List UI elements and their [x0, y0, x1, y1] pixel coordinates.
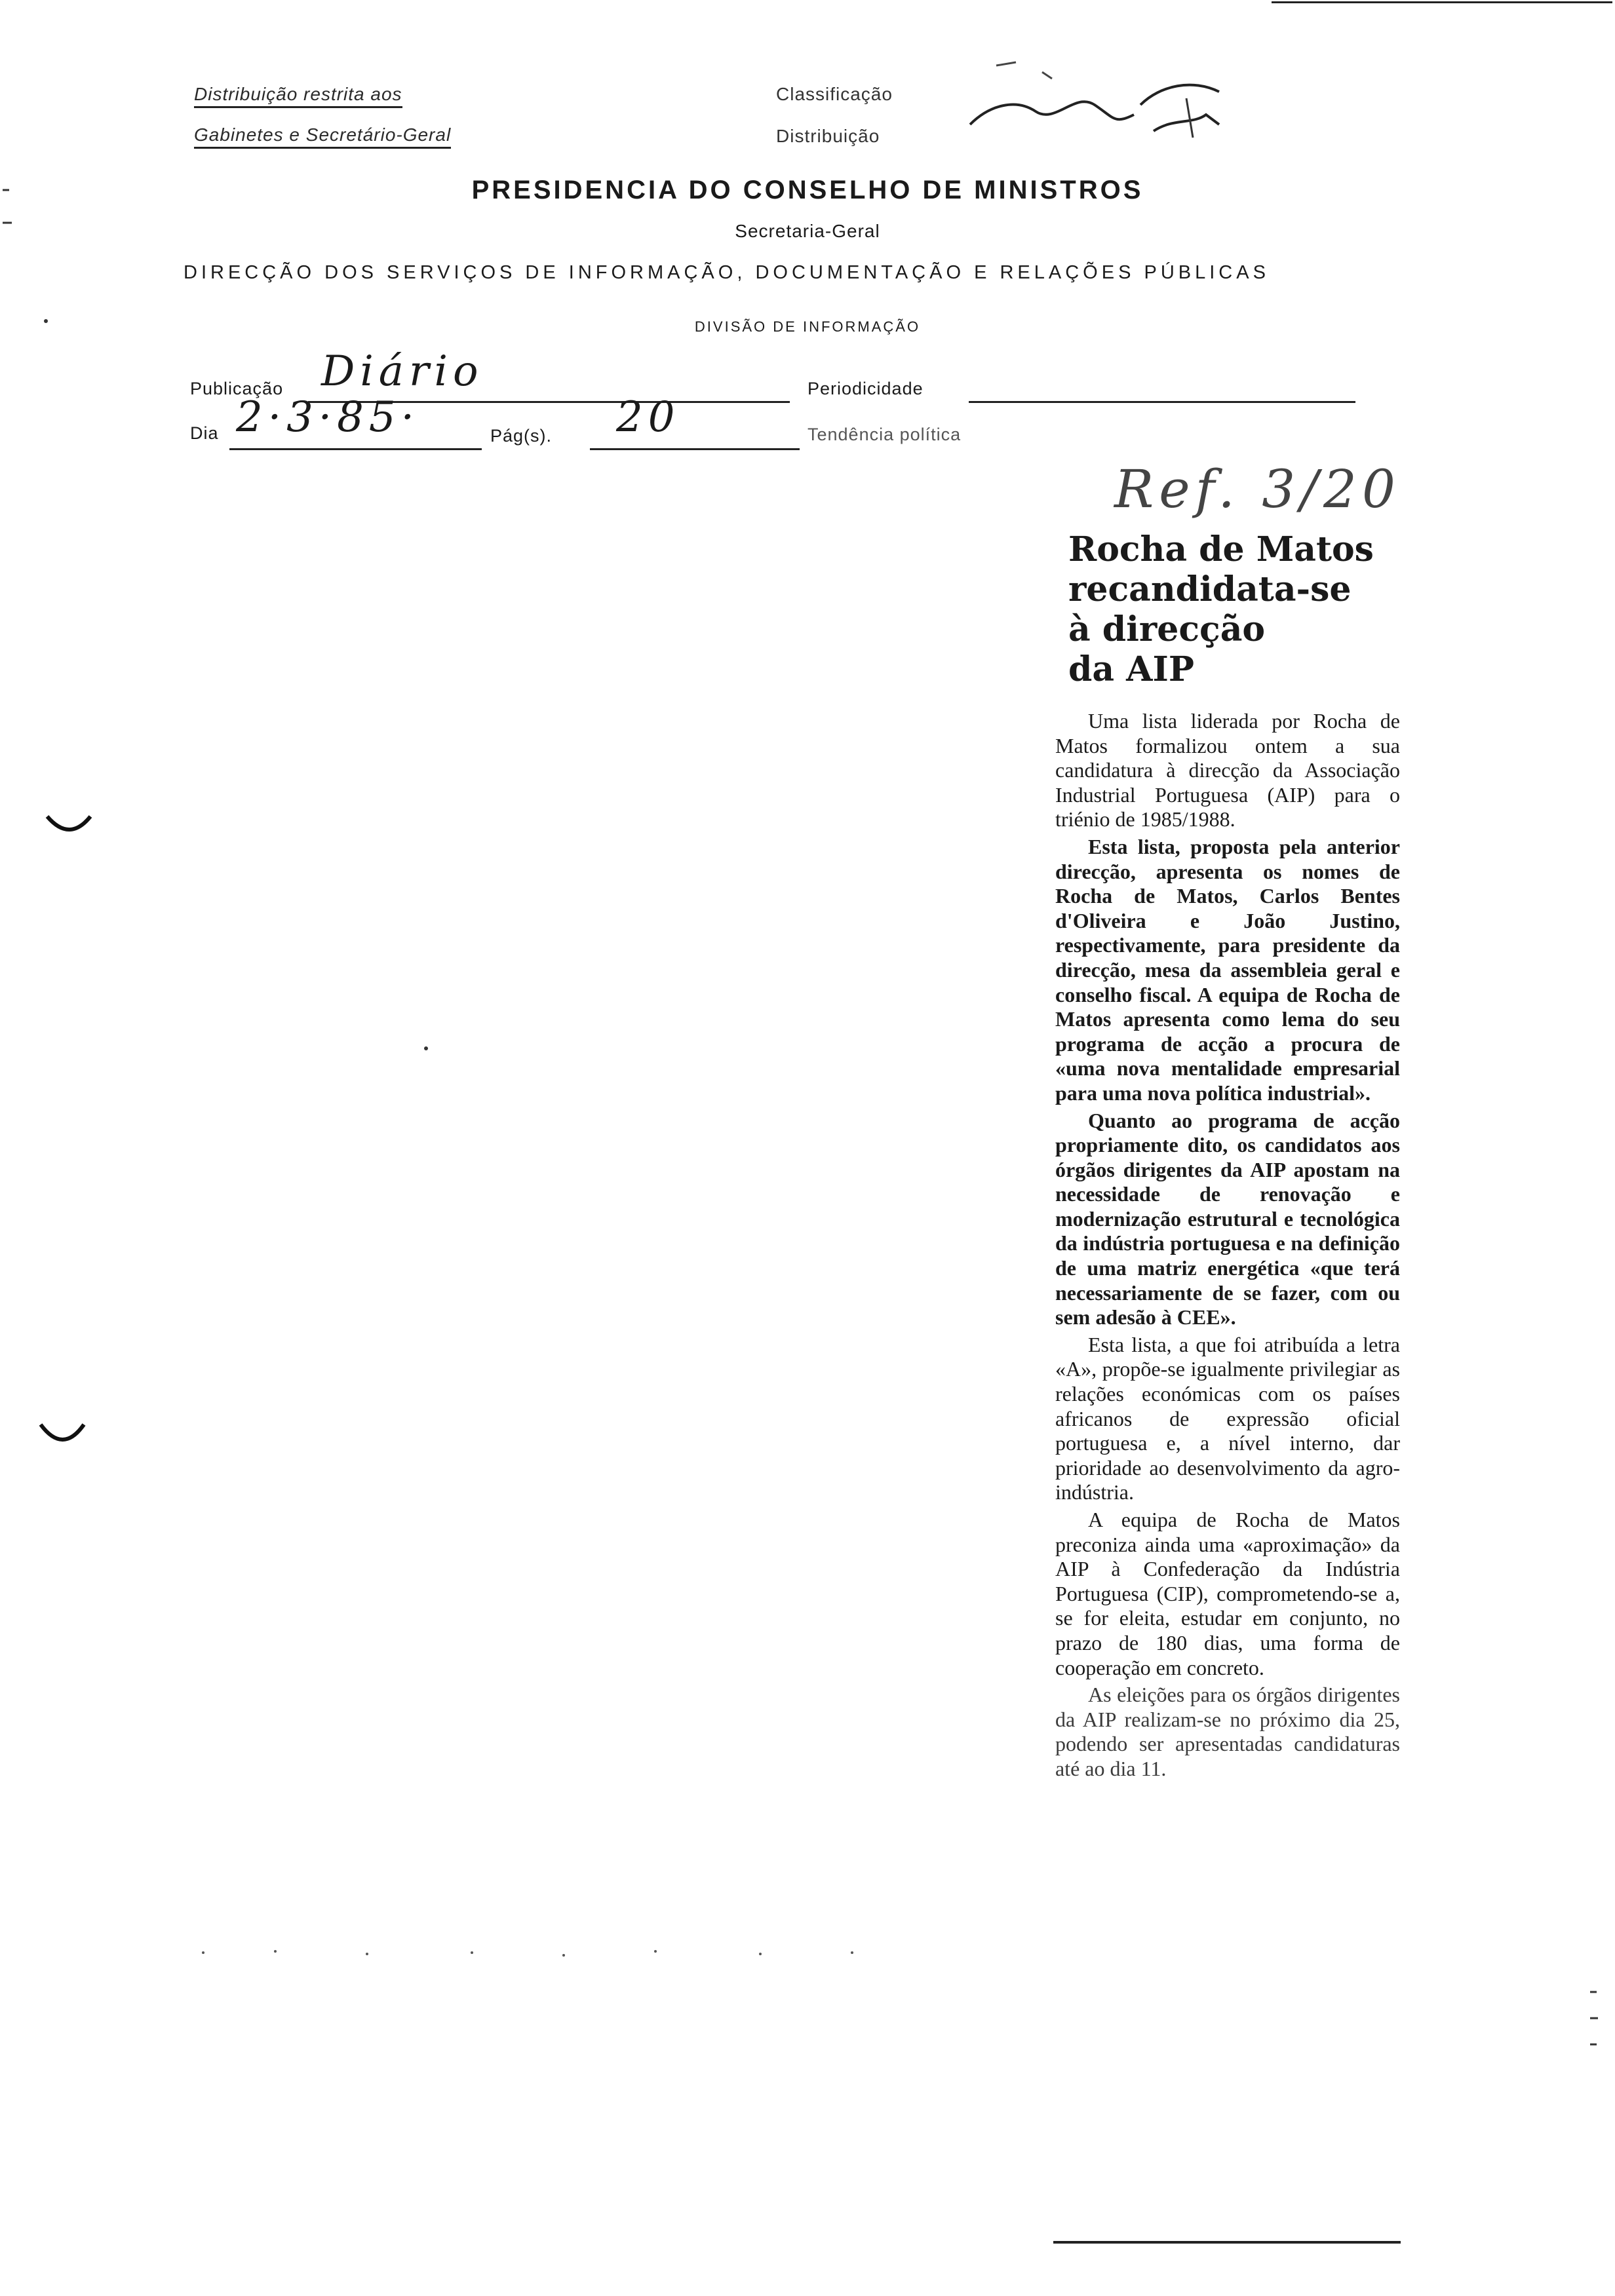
dia-handwritten-value: 2·3·85·	[236, 393, 419, 442]
article-body	[1055, 709, 1400, 1784]
punch-hole-mark-upper	[43, 810, 96, 843]
dia-label: Dia	[190, 423, 219, 443]
scan-dust-speck	[39, 315, 52, 328]
article-paragraph: As eleições para os órgãos dirigentes da AIP realizam-se no próximo dia 25, podendo ser apresentadas candidaturas até ao dia 11.	[1055, 1683, 1400, 1780]
article-paragraph: A equipa de Rocha de Matos preconiza ainda uma «aproximação» da AIP à Confederação da Indústria Portuguesa (CIP), comprometendo-se a, se for eleita, estudar em conjunto, no prazo de 180 dias, uma forma de cooperação em concreto.	[1055, 1508, 1400, 1679]
classificacao-label: Classificação	[776, 84, 893, 104]
scan-dust-specks	[197, 1940, 983, 1966]
headline-line: Rocha de Matos	[1068, 529, 1374, 569]
tendencia-label: Tendência política	[808, 425, 962, 444]
publicacao-handwritten-value: Diário	[321, 347, 484, 396]
edge-scan-mark	[1586, 1985, 1606, 2057]
secretariat-subtitle: Secretaria-Geral	[735, 221, 880, 241]
article-paragraph: Esta lista, a que foi atribuída a letra «A», propõe-se igualmente privilegiar as relações económicas com os países africanos de expressão oficial portuguesa e, a nível interno, dar prioridade ao desenvolvimento da agro-indústria.	[1055, 1332, 1400, 1504]
initials-signature-scribble	[944, 52, 1245, 157]
headline-line: recandidata-se	[1068, 569, 1352, 609]
article-end-rule	[1053, 2241, 1401, 2244]
dia-underline	[229, 448, 482, 450]
top-edge-rule	[1272, 1, 1612, 3]
article-paragraph: Esta lista, proposta pela anterior direcção, apresenta os nomes de Rocha de Matos, Carlos Bentes d'Oliveira e João Justino, respectivamente, para presidente da direcção, mesa da assembleia geral e conselho fiscal. A equipa de Rocha de Matos apresenta como lema do seu programa de acção a procura de «uma nova mentalidade empresarial para uma nova política industrial».	[1055, 834, 1400, 1105]
distribuicao-label: Distribuição	[776, 126, 880, 146]
institution-title: PRESIDENCIA DO CONSELHO DE MINISTROS	[471, 176, 1144, 204]
punch-hole-mark-lower	[37, 1421, 89, 1453]
distribution-recipients-line: Gabinetes e Secretário-Geral	[194, 124, 451, 149]
direction-title: DIRECÇÃO DOS SERVIÇOS DE INFORMAÇÃO, DOCUMENTAÇÃO E RELAÇÕES PÚBLICAS	[184, 262, 1270, 283]
article-paragraph: Uma lista liderada por Rocha de Matos formalizou ontem a sua candidatura à direcção da Associação Industrial Portuguesa (AIP) para o triénio de 1985/1988.	[1055, 709, 1400, 832]
article-headline	[1068, 529, 1435, 689]
pags-label: Pág(s).	[490, 426, 553, 446]
pags-underline	[590, 448, 800, 450]
periodicidade-underline	[969, 401, 1355, 403]
periodicidade-label: Periodicidade	[808, 379, 924, 398]
handwritten-reference-note: Ref. 3/20	[1114, 459, 1401, 520]
edge-scan-mark	[0, 183, 20, 249]
distribution-restriction-line: Distribuição restrita aos	[194, 84, 402, 108]
publicacao-label: Publicação	[190, 379, 284, 398]
division-title: DIVISÃO DE INFORMAÇÃO	[694, 318, 921, 335]
scan-dust-speck	[419, 1042, 433, 1055]
pags-handwritten-value: 20	[616, 393, 680, 442]
headline-line: da AIP	[1068, 649, 1194, 689]
article-paragraph: Quanto ao programa de acção propriamente dito, os candidatos aos órgãos dirigentes da AIP apostam na necessidade de renovação e modernização estrutural e tecnológica da indústria portuguesa e na definição de uma matriz energética «que terá necessariamente de se fazer, com ou sem adesão à CEE».	[1055, 1108, 1400, 1330]
headline-line: à direcção	[1068, 609, 1266, 649]
